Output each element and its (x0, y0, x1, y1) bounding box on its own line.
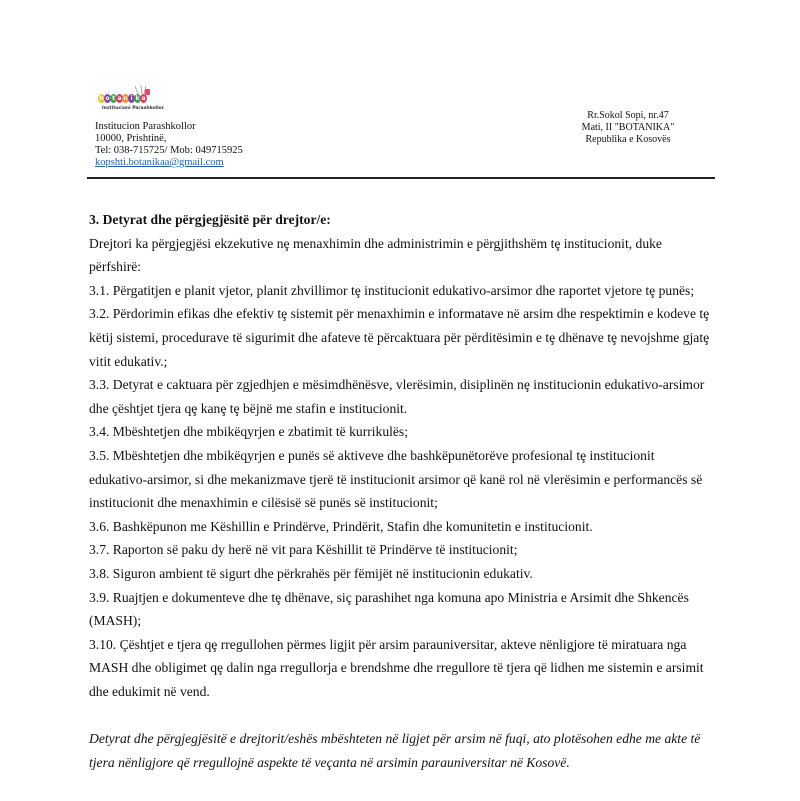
duty-item: 3.10. Çështjet e tjera qȩ rregullohen përmes ligjit për arsim parauniversitar, akteve nënligjore të miratuara nga MASH dhe obligimet qȩ dalin nga rregullorja e brendshme dhe rregullore të tjera që lidhen me sistemin e arsimit dhe edukimit në vend. (89, 636, 704, 699)
logo-letter: a (117, 95, 122, 102)
institution-city: 10000, Prishtinë, (95, 133, 167, 144)
duty-item: 3.5. Mbështetjen dhe mbikëqyrjen e punës së aktiveve dhe bashkëpunëtorëve profesional tȩ institucionit edukativo-arsimor, si dhe mekanizmave tjerë të institucionit arsimor që kanë rol në vlerësimin e performancës së institucionit dhe menaxhimin e cilësisë së punës së institucionit; (89, 447, 703, 511)
logo-letter: n (123, 95, 128, 102)
duty-item: 3.7. Raporton së paku dy herë në vit para Këshillit të Prindërve të institucionit; (89, 542, 518, 558)
intro-paragraph: Drejtori ka përgjegjësi ekzekutive nȩ menaxhimin dhe administrimin e përgjithshëm tȩ institucionit, duke përfshirë: (89, 235, 662, 275)
email-link[interactable]: kopshti.botanikaa@gmail.com (95, 157, 224, 168)
duty-item: 3.4. Mbështetjen dhe mbikëqyrjen e zbatimit të kurrikulës; (89, 424, 408, 440)
logo-letters (98, 94, 146, 103)
street-address (560, 110, 696, 146)
logo-letter: i (128, 94, 135, 103)
botanika-logo (96, 84, 164, 118)
institution-address (95, 121, 243, 169)
duty-item: 3.3. Detyrat e caktuara për zgjedhjen e mësimdhënësve, vlerësimin, disiplinën nȩ institucionin edukativo-arsimor dhe çështjet tjera qȩ kanȩ tȩ bëjnë me stafin e institucionit. (89, 377, 705, 416)
duty-item: 3.1. Përgatitjen e planit vjetor, planit zhvillimor tȩ institucionit edukativo-arsimor dhe raportet vjetore tȩ punës; (89, 282, 695, 298)
logo-letter: b (99, 95, 104, 102)
street-line: Rr.Sokol Sopi, nr.47 (587, 110, 669, 121)
document-body (89, 208, 715, 774)
header-divider (87, 177, 715, 179)
closing-note: Detyrat dhe përgjegjësitë e drejtorit/eshës mbështeten në ligjet për arsim në fuqi, ato plotësohen edhe me akte të tjera nënligjore që rregullojnë aspekte të veçanta në arsimin parauniversitar në Kosovë. (89, 731, 701, 770)
logo-letter: o (105, 95, 110, 102)
duty-item: 3.9. Ruajtjen e dokumenteve dhe tȩ dhënave, siç parashihet nga komuna apo Ministria e Arsimit dhe Shkencës (MASH); (89, 589, 689, 629)
duty-item: 3.2. Përdorimin efikas dhe efektiv tȩ sistemit për menaxhimin e informatave në arsim dhe respektimin e kodeve tȩ këtij sistemi, procedurave të sigurimit dhe afateve të përcaktuara për përditësimin e tȩ dhënave tȩ nevojshme gjatȩ vitit edukativ.; (89, 306, 710, 369)
branch-line: Mati, II "BOTANIKA" (581, 122, 675, 133)
duty-item: 3.8. Siguron ambient të sigurt dhe përkrahës për fëmijët në institucionin edukativ. (89, 565, 533, 581)
section-heading: 3. Detyrat dhe përgjegjësitë për drejtor/e: (89, 212, 331, 227)
logo-letter: a (141, 95, 146, 102)
logo-subtitle: Institucioni Parashkollor (102, 106, 164, 111)
institution-name: Institucion Parashkollor (95, 121, 196, 132)
logo-letter: k (135, 95, 140, 102)
logo-letter: t (110, 94, 117, 103)
duty-item: 3.6. Bashkëpunon me Këshillin e Prindërve, Prindërit, Stafin dhe komunitetin e institucionit. (89, 518, 593, 534)
country-line: Republika e Kosovës (585, 134, 671, 145)
institution-phone: Tel: 038-715725/ Mob: 049715925 (95, 145, 243, 156)
